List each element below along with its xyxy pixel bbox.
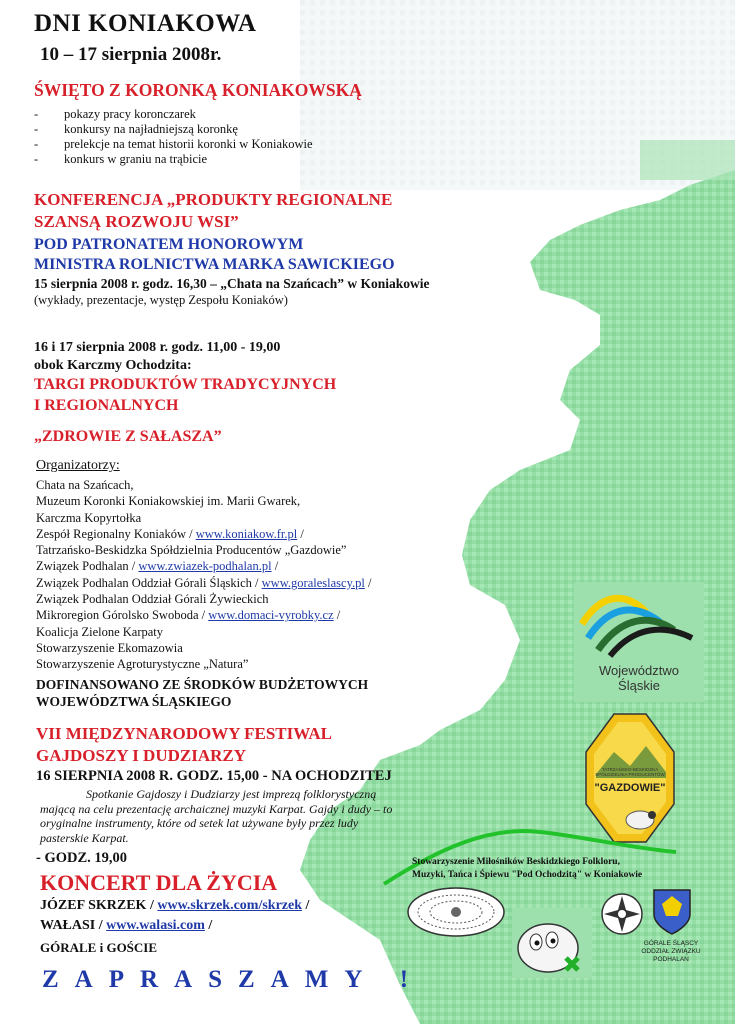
- sheep-mascot-icon: [512, 908, 592, 978]
- list-item: Związek Podhalan Oddział Górali Żywieckich: [36, 592, 269, 607]
- list-item: - pokazy pracy koronczarek: [34, 107, 196, 121]
- gazdowie-name: "GAZDOWIE": [594, 782, 666, 794]
- wojewodztwo-label-1: Województwo: [599, 663, 679, 678]
- organizatorzy-label: Organizatorzy:: [36, 458, 120, 473]
- page-title: DNI KONIAKOWA: [34, 10, 257, 37]
- list-item: Mikroregion Górolsko Swoboda / www.domaci-vyrobky.cz /: [36, 608, 341, 623]
- patronat-line-2: MINISTRA ROLNICTWA MARKA SAWICKIEGO: [34, 256, 395, 273]
- list-item: Koalicja Zielone Karpaty: [36, 624, 164, 639]
- targi-date: 16 i 17 sierpnia 2008 r. godz. 11,00 - 19,00: [34, 340, 281, 355]
- wojewodztwo-waves-icon: [574, 582, 704, 658]
- konferencja-program: (wykłady, prezentacje, występ Zespołu Koniaków): [34, 293, 288, 307]
- performer-skrzek: JÓZEF SKRZEK / www.skrzek.com/skrzek /: [40, 898, 310, 913]
- goraleslascy-link[interactable]: www.goraleslascy.pl: [261, 575, 365, 590]
- walasi-link[interactable]: www.walasi.com: [106, 918, 205, 933]
- list-item: Stowarzyszenie Agroturystyczne „Natura”: [36, 657, 249, 672]
- targi-title-1: TARGI PRODUKTÓW TRADYCYJNYCH: [34, 376, 337, 393]
- dofinansowano-line-2: WOJEWÓDZTWA ŚLĄSKIEGO: [36, 694, 232, 709]
- domaci-vyrobky-link[interactable]: www.domaci-vyrobky.cz: [208, 608, 334, 623]
- konferencja-title-1: KONFERENCJA „PRODUKTY REGIONALNE: [34, 190, 393, 209]
- skrzek-link[interactable]: www.skrzek.com/skrzek: [157, 898, 302, 913]
- gazdowie-subtitle: TATRZAŃSKO-BESKIDZKA SPÓŁDZIELNIA PRODUCENTÓW: [595, 767, 665, 777]
- list-item: Karczma Kopyrtołka: [36, 510, 142, 525]
- list-item: Chata na Szańcach,: [36, 478, 134, 492]
- zdrowie-z-salasza: „ZDROWIE Z SAŁASZA”: [34, 428, 222, 445]
- targi-title-2: I REGIONALNYCH: [34, 397, 179, 414]
- koncert-title: KONCERT DLA ŻYCIA: [40, 870, 278, 895]
- festiwal-date: 16 SIERPNIA 2008 R. GODZ. 15,00 - NA OCHODZITEJ: [36, 768, 392, 784]
- dofinansowano-line-1: DOFINANSOWANO ZE ŚRODKÓW BUDŻETOWYCH: [36, 677, 369, 692]
- festiwal-title-1: VII MIĘDZYNARODOWY FESTIWAL: [36, 724, 332, 743]
- wojewodztwo-slaskie-logo: [574, 582, 704, 702]
- koronka-lace-icon: [404, 884, 508, 944]
- list-item: - prelekcje na temat historii koronki w Koniakowie: [34, 137, 313, 151]
- folk-emblem-icon: [600, 892, 644, 936]
- swieto-list: [34, 107, 313, 167]
- performer-gorale: GÓRALE i GOŚCIE: [40, 940, 158, 955]
- stowarzyszenie-line-2: Muzyki, Tańca i Śpiewu "Pod Ochodzitą" w Koniakowie: [412, 870, 643, 880]
- targi-place: obok Karczmy Ochodzita:: [34, 358, 192, 373]
- gorale-slascy-label: GÓRALE ŚLĄSCY ODDZIAŁ ZWIĄZKU PODHALAN: [641, 940, 701, 963]
- koniakow-link[interactable]: www.koniakow.fr.pl: [195, 526, 298, 541]
- zapraszamy-text: ZAPRASZAMY !: [42, 966, 425, 993]
- list-item: Związek Podhalan Oddział Górali Śląskich / www.goraleslascy.pl /: [36, 575, 372, 590]
- event-dates: 10 – 17 sierpnia 2008r.: [40, 44, 222, 65]
- list-item: Stowarzyszenie Ekomazowia: [36, 640, 183, 655]
- performer-walasi: WAŁASI / www.walasi.com /: [40, 918, 213, 933]
- festiwal-description: Spotkanie Gajdoszy i Dudziarzy jest imprezą folklorystyczną mającą na celu prezentację archaicznej muzyki Karpat. Gajdy i dudy – to oryginalne instrumenty, które od setek lat używane były przez ludy pasterskie Karpat.: [40, 787, 393, 845]
- organizatorzy-list: [36, 477, 371, 673]
- konferencja-title-2: SZANSĄ ROZWOJU WSI”: [34, 212, 239, 231]
- zwiazek-podhalan-link[interactable]: www.zwiazek-podhalan.pl: [138, 559, 272, 574]
- list-item: - konkursy na najładniejszą koronkę: [34, 122, 238, 136]
- konferencja-details: 15 sierpnia 2008 r. godz. 16,30 – „Chata na Szańcach” w Koniakowie: [34, 276, 430, 291]
- list-item: Zespół Regionalny Koniaków / www.koniakow.fr.pl /: [36, 526, 304, 541]
- wojewodztwo-label-2: Śląskie: [618, 678, 660, 693]
- koncert-time: - GODZ. 19,00: [36, 850, 128, 866]
- patronat-line-1: POD PATRONATEM HONOROWYM: [34, 236, 304, 253]
- list-item: Związek Podhalan / www.zwiazek-podhalan.pl /: [36, 559, 279, 574]
- stowarzyszenie-line-1: Stowarzyszenie Miłośników Beskidzkiego Folkloru,: [412, 857, 620, 867]
- list-item: Muzeum Koronki Koniakowskiej im. Marii Gwarek,: [36, 494, 301, 509]
- swieto-title: ŚWIĘTO Z KORONKĄ KONIAKOWSKĄ: [34, 80, 362, 100]
- festiwal-title-2: GAJDOSZY I DUDZIARZY: [36, 746, 247, 765]
- gorale-slascy-crest-icon: [650, 886, 694, 936]
- list-item: - konkurs w graniu na trąbicie: [34, 152, 208, 166]
- list-item: Tatrzańsko-Beskidzka Spółdzielnia Producentów „Gazdowie”: [36, 543, 347, 558]
